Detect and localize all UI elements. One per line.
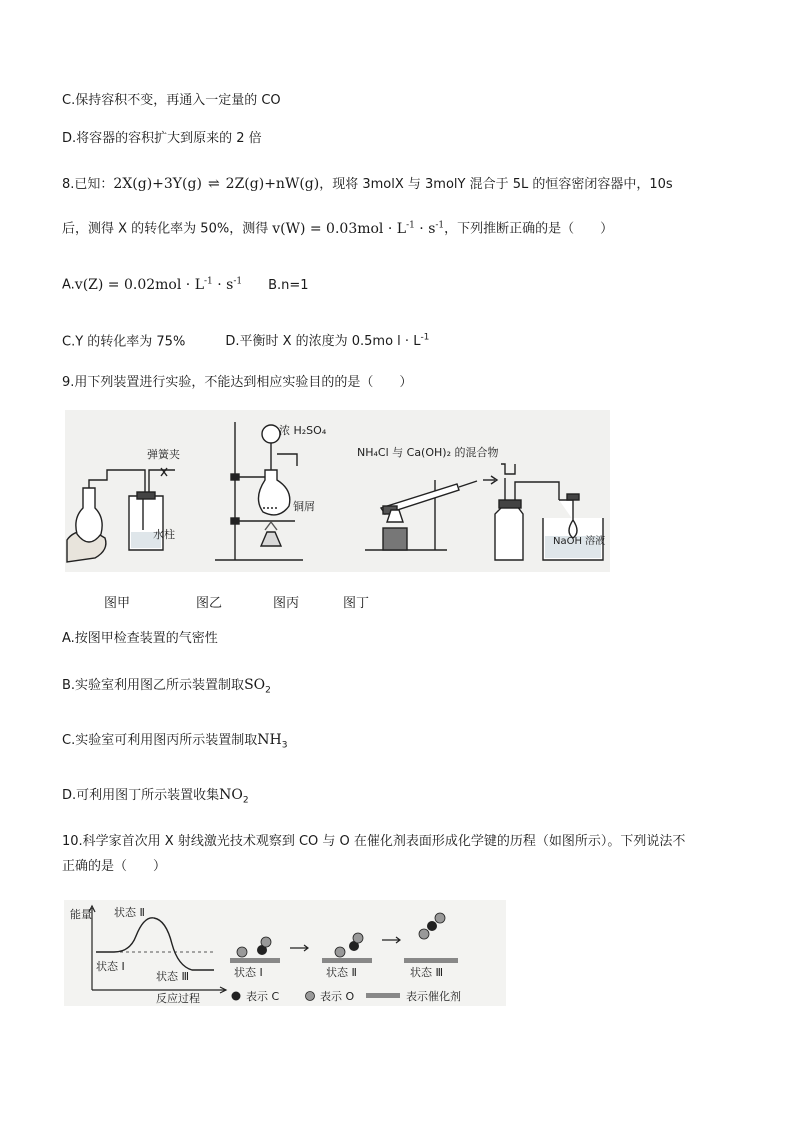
- q8-stem-line2: [62, 216, 613, 239]
- q8-options-ab: [62, 272, 309, 295]
- q8-option-a-label: A.: [62, 277, 75, 293]
- state2-caption: 状态 Ⅱ: [326, 966, 357, 979]
- state2-model: [322, 933, 372, 963]
- naoh-label: NaOH 溶液: [553, 536, 606, 547]
- energy-axis-label: 能量: [70, 908, 92, 921]
- q8-rate-expr: $v(W) = 0.03mol \cdot L^{-1} \cdot s^{-1}$: [272, 220, 445, 237]
- q10-stem-line1: 10.科学家首次用 X 射线激光技术观察到 CO 与 O 在催化剂表面形成化学键的历程（如图所示）。下列说法不: [62, 834, 686, 849]
- q8-equation-arrow: ⇌: [207, 176, 220, 192]
- fig-yi-drawing: [215, 422, 303, 560]
- q7-option-d: D.将容器的容积扩大到原来的 2 倍: [62, 131, 262, 146]
- q8-prefix: 8.已知：: [62, 177, 114, 192]
- q8-option-c: C.Y 的转化率为 75%: [62, 334, 186, 350]
- fig-bing-drawing: [365, 476, 497, 550]
- q8-option-a-expr: $v(Z) = 0.02mol \cdot L^{-1} \cdot s^{-1}$: [74, 276, 243, 293]
- q7-option-c: C.保持容积不变，再通入一定量的 CO: [62, 93, 281, 108]
- energy-process-drawing: [64, 900, 506, 1006]
- q9-option-d: D.可利用图丁所示装置收集$NO_2$: [62, 787, 249, 806]
- arrow-1: [290, 945, 308, 951]
- q9-stem: 9.用下列装置进行实验，不能达到相应实验目的的是（ ）: [62, 375, 413, 390]
- figure-label-jia: 图甲: [104, 596, 131, 611]
- q8-stem-end: ，下列推断正确的是（ ）: [444, 221, 614, 237]
- q8-stem-line1: [62, 175, 673, 194]
- mixture-label: NH₄Cl 与 Ca(OH)₂ 的混合物: [357, 446, 499, 459]
- q8-option-d: D.平衡时 X 的浓度为 0.5mo $l \cdot L^{-1}$: [225, 333, 430, 350]
- figure-label-bing: 图丙: [273, 596, 300, 611]
- state2-label: 状态 Ⅱ: [114, 906, 145, 919]
- legend-c: 表示 C: [246, 990, 280, 1003]
- copper-label: 铜屑: [293, 500, 315, 513]
- q8-options-cd: [62, 329, 429, 351]
- state3-label: 状态 Ⅲ: [156, 970, 190, 983]
- q10-energy-figure: [64, 900, 506, 1006]
- water-column-label: 水柱: [153, 528, 175, 541]
- state3-model: [404, 913, 458, 963]
- q8-stem-text: 后，测得 X 的转化率为 50%，测得: [62, 221, 269, 237]
- figure-label-yi: 图乙: [196, 596, 223, 611]
- fig-jia-drawing: [67, 468, 175, 562]
- spring-clip-label: 弹簧夹: [147, 448, 180, 461]
- state3-caption: 状态 Ⅲ: [410, 966, 444, 979]
- q9-apparatus-figure: [65, 410, 610, 572]
- state1-model: [230, 937, 280, 963]
- q9-option-b: B.实验室利用图乙所示装置制取$SO_2$: [62, 677, 271, 696]
- q8-option-b: B.n=1: [268, 277, 309, 293]
- legend-o: 表示 O: [320, 990, 355, 1003]
- legend-catalyst: 表示催化剂: [406, 990, 461, 1003]
- q8-equation-right: 2Z(g)+nW(g): [225, 176, 320, 192]
- q8-equation-left: 2X(g)+3Y(g): [113, 176, 202, 192]
- q9-option-c: C.实验室可利用图丙所示装置制取$NH_3$: [62, 732, 288, 751]
- state1-label: 状态 Ⅰ: [96, 960, 125, 973]
- apparatus-drawing: [65, 410, 610, 572]
- q10-stem-line2: 正确的是（ ）: [62, 859, 167, 874]
- q9-option-a: A.按图甲检查装置的气密性: [62, 631, 218, 646]
- arrow-2: [382, 937, 400, 943]
- conc-acid-label: 浓 H₂SO₄: [279, 424, 327, 437]
- figure-label-ding: 图丁: [343, 596, 370, 611]
- state1-caption: 状态 Ⅰ: [234, 966, 263, 979]
- process-axis-label: 反应过程: [156, 992, 200, 1005]
- q8-stem-tail: ，现将 3molX 与 3molY 混合于 5L 的恒容密闭容器中，10s: [319, 177, 673, 192]
